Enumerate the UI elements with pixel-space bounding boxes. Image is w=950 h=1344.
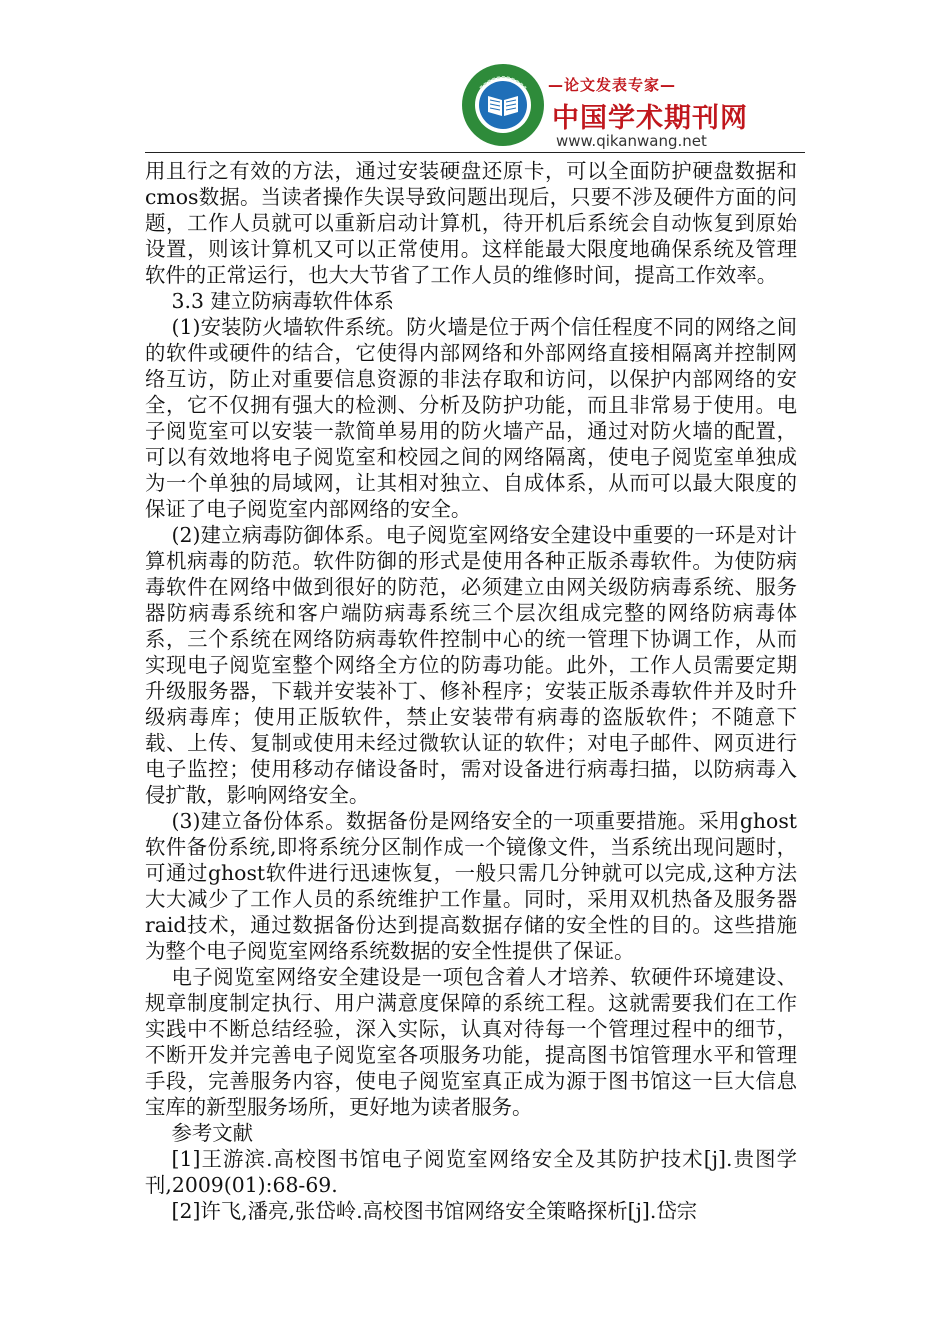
journal-seal-icon — [460, 62, 546, 148]
section-heading-3-3: 3.3 建立防病毒软件体系 — [171, 289, 394, 313]
logo-tagline: —论文发表专家— — [548, 76, 677, 94]
references-heading: 参考文献 — [171, 1121, 254, 1145]
logo-url: www.qikanwang.net — [556, 132, 707, 150]
paragraph-firewall: (1)安装防火墙软件系统。防火墙是位于两个信任程度不同的网络之间的软件或硬件的结合，它使得内部网络和外部网络直接相隔离并控制网络互访，防止对重要信息资源的非法存取和访问，以保护内部网络的安全，它不仅拥有强大的检测、分析及防护功能，而且非常易于使用。电子阅览室可以安装一款简单易用的防火墙产品，通过对防火墙的配置，可以有效地将电子阅览室和校园之间的网络隔离，使电子阅览室单独成为一个单独的局域网，让其相对独立、自成体系，从而可以最大限度的保证了电子阅览室内部网络的安全。 — [145, 315, 797, 521]
article-body — [145, 158, 797, 1224]
site-logo — [460, 62, 748, 154]
paragraph-conclusion: 电子阅览室网络安全建设是一项包含着人才培养、软硬件环境建设、规章制度制定执行、用户满意度保障的系统工程。这就需要我们在工作实践中不断总结经验，深入实际，认真对待每一个管理过程中的细节，不断开发并完善电子阅览室各项服务功能，提高图书馆管理水平和管理手段，完善服务内容，使电子阅览室真正成为源于图书馆这一巨大信息宝库的新型服务场所，更好地为读者服务。 — [145, 965, 797, 1119]
logo-name: 中国学术期刊网 — [552, 103, 748, 134]
paragraph-backup: (3)建立备份体系。数据备份是网络安全的一项重要措施。采用ghost软件备份系统,即将系统分区制作成一个镜像文件，当系统出现问题时，可通过ghost软件进行迅速恢复，一般只需几分钟就可以完成,这种方法大大减少了工作人员的系统维护工作量。同时，采用双机热备及服务器raid技术，通过数据备份达到提高数据存储的安全性的目的。这些措施为整个电子阅览室网络系统数据的安全性提供了保证。 — [145, 809, 797, 963]
paragraph-disk-restore: 用且行之有效的方法，通过安装硬盘还原卡，可以全面防护硬盘数据和cmos数据。当读者操作失误导致问题出现后，只要不涉及硬件方面的问题，工作人员就可以重新启动计算机，待开机后系统会自动恢复到原始设置，则该计算机又可以正常使用。这样能最大限度地确保系统及管理软件的正常运行，也大大节省了工作人员的维修时间，提高工作效率。 — [145, 159, 797, 287]
paragraph-virus-defense: (2)建立病毒防御体系。电子阅览室网络安全建设中重要的一环是对计算机病毒的防范。软件防御的形式是使用各种正版杀毒软件。为使防病毒软件在网络中做到很好的防范，必须建立由网关级防病毒系统、服务器防病毒系统和客户端防病毒系统三个层次组成完整的网络防病毒体系，三个系统在网络防病毒软件控制中心的统一管理下协调工作，从而实现电子阅览室整个网络全方位的防毒功能。此外，工作人员需要定期升级服务器，下载并安装补丁、修补程序；安装正版杀毒软件并及时升级病毒库；使用正版软件，禁止安装带有病毒的盗版软件；不随意下载、上传、复制或使用未经过微软认证的软件；对电子邮件、网页进行电子监控；使用移动存储设备时，需对设备进行病毒扫描，以防病毒入侵扩散，影响网络安全。 — [145, 523, 797, 807]
reference-1: [1]王游滨.高校图书馆电子阅览室网络安全及其防护技术[j].贵图学刊,2009(01):68-69. — [145, 1147, 797, 1197]
reference-2: [2]许飞,潘亮,张岱岭.高校图书馆网络安全策略探析[j].岱宗 — [171, 1199, 698, 1223]
header-rule — [145, 152, 805, 153]
